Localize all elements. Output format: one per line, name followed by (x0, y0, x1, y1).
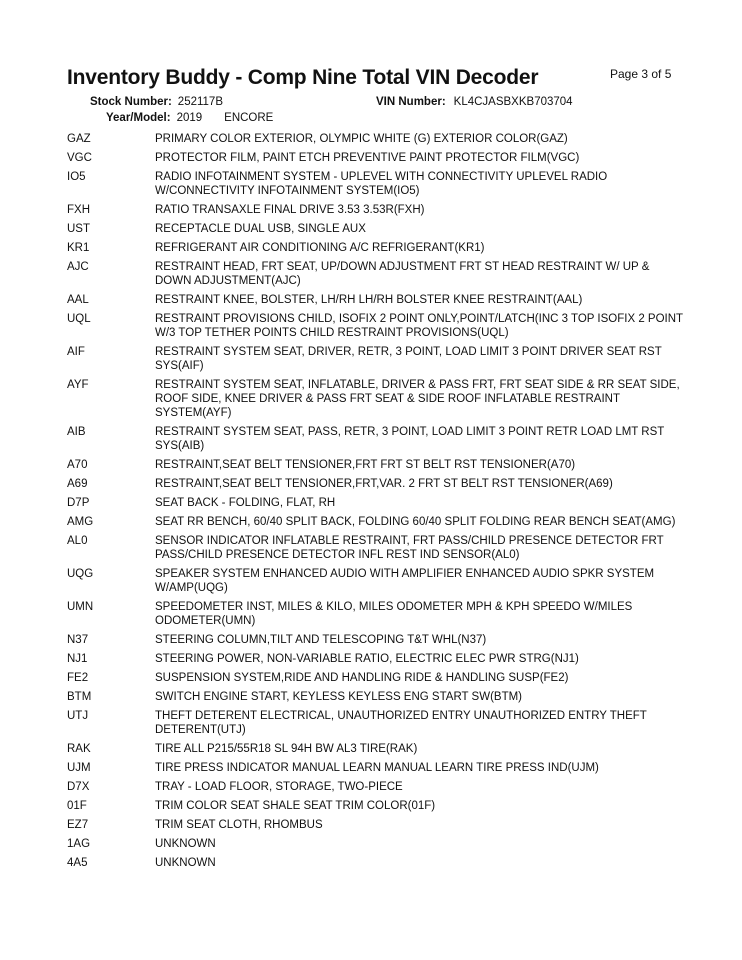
option-row (67, 856, 687, 870)
option-description: SENSOR INDICATOR INFLATABLE RESTRAINT, FRT PASS/CHILD PRESENCE DETECTOR FRT PASS/CHILD PRESENCE DETECTOR INFL REST IND SENSOR(AL0) (155, 535, 664, 561)
option-description: RECEPTACLE DUAL USB, SINGLE AUX (155, 223, 366, 235)
option-description: TIRE ALL P215/55R18 SL 94H BW AL3 TIRE(RAK) (155, 743, 418, 755)
year-value: 2019 (176, 112, 203, 124)
option-code: UMN (67, 601, 94, 613)
option-row (67, 799, 687, 813)
option-code: D7X (67, 781, 90, 793)
option-description: SPEAKER SYSTEM ENHANCED AUDIO WITH AMPLIFIER ENHANCED AUDIO SPKR SYSTEM W/AMP(UQG) (155, 568, 655, 594)
option-row (67, 132, 687, 146)
option-description: UNKNOWN (155, 838, 216, 850)
vin-number (376, 96, 573, 108)
option-row (67, 203, 687, 217)
option-code: UST (67, 223, 90, 235)
option-code: GAZ (67, 133, 91, 145)
option-row (67, 515, 687, 529)
option-code: UQG (67, 568, 94, 580)
option-code: UQL (67, 313, 91, 325)
option-row (67, 293, 687, 307)
option-row (67, 818, 687, 832)
option-code: N37 (67, 634, 89, 646)
option-code: AJC (67, 261, 89, 273)
option-code: FXH (67, 204, 90, 216)
stock-number-value: 252117B (177, 96, 223, 108)
option-row (67, 567, 687, 595)
page-number: Page 3 of 5 (610, 67, 672, 81)
vin-number-label: VIN Number: (376, 96, 446, 108)
option-description: SEAT BACK - FOLDING, FLAT, RH (155, 497, 336, 509)
option-code: AL0 (67, 535, 88, 547)
option-code: AAL (67, 294, 89, 306)
option-code: D7P (67, 497, 90, 509)
option-row (67, 260, 687, 288)
option-description: TRIM SEAT CLOTH, RHOMBUS (155, 819, 323, 831)
option-row (67, 652, 687, 666)
stock-number-label: Stock Number: (90, 96, 172, 108)
option-row (67, 151, 687, 165)
option-description: SPEEDOMETER INST, MILES & KILO, MILES ODOMETER MPH & KPH SPEEDO W/MILES ODOMETER(UMN) (155, 601, 633, 627)
option-code: A70 (67, 459, 88, 471)
option-description: STEERING COLUMN,TILT AND TELESCOPING T&T WHL(N37) (155, 634, 487, 646)
option-row (67, 477, 687, 491)
option-description: RESTRAINT PROVISIONS CHILD, ISOFIX 2 POINT ONLY,POINT/LATCH(INC 3 TOP ISOFIX 2 POINT W/3 TOP TETHER POINTS CHILD RESTRAINT PROVISIONS(UQL) (155, 313, 683, 339)
option-description: SWITCH ENGINE START, KEYLESS KEYLESS ENG START SW(BTM) (155, 691, 523, 703)
option-code: EZ7 (67, 819, 89, 831)
option-code: UTJ (67, 710, 89, 722)
option-description: RESTRAINT,SEAT BELT TENSIONER,FRT FRT ST BELT RST TENSIONER(A70) (155, 459, 576, 471)
model-value: ENCORE (224, 112, 274, 124)
option-row (67, 222, 687, 236)
option-row (67, 633, 687, 647)
option-description: RESTRAINT HEAD, FRT SEAT, UP/DOWN ADJUSTMENT FRT ST HEAD RESTRAINT W/ UP & DOWN ADJUSTMENT(AJC) (155, 261, 650, 287)
option-code: NJ1 (67, 653, 88, 665)
option-description: TRAY - LOAD FLOOR, STORAGE, TWO-PIECE (155, 781, 403, 793)
option-description: THEFT DETERENT ELECTRICAL, UNAUTHORIZED ENTRY UNAUTHORIZED ENTRY THEFT DETERENT(UTJ) (155, 710, 647, 736)
option-row (67, 345, 687, 373)
option-row (67, 425, 687, 453)
option-description: RESTRAINT SYSTEM SEAT, INFLATABLE, DRIVER & PASS FRT, FRT SEAT SIDE & RR SEAT SIDE, ROOF SIDE, KNEE DRIVER & PASS FRT SEAT & SIDE ROOF INFLATABLE RESTRAINT SYSTEM(AYF) (155, 379, 680, 419)
option-code: AYF (67, 379, 89, 391)
option-code: KR1 (67, 242, 90, 254)
option-code: UJM (67, 762, 91, 774)
option-code: IO5 (67, 171, 86, 183)
option-description: TIRE PRESS INDICATOR MANUAL LEARN MANUAL LEARN TIRE PRESS IND(UJM) (155, 762, 599, 774)
option-description: UNKNOWN (155, 857, 216, 869)
option-code: 1AG (67, 838, 91, 850)
option-code: 01F (67, 800, 87, 812)
option-code: BTM (67, 691, 92, 703)
option-row (67, 761, 687, 775)
option-row (67, 458, 687, 472)
option-description: SEAT RR BENCH, 60/40 SPLIT BACK, FOLDING 60/40 SPLIT FOLDING REAR BENCH SEAT(AMG) (155, 516, 676, 528)
stock-number (90, 96, 223, 108)
option-code: A69 (67, 478, 88, 490)
option-code: AIF (67, 346, 85, 358)
option-row (67, 742, 687, 756)
option-row (67, 780, 687, 794)
option-description: REFRIGERANT AIR CONDITIONING A/C REFRIGERANT(KR1) (155, 242, 485, 254)
option-description: RESTRAINT,SEAT BELT TENSIONER,FRT,VAR. 2 FRT ST BELT RST TENSIONER(A69) (155, 478, 613, 490)
document-title: Inventory Buddy - Comp Nine Total VIN Decoder (67, 66, 539, 89)
option-code: RAK (67, 743, 91, 755)
vin-number-value: KL4CJASBXKB703704 (453, 96, 573, 108)
option-code-list (67, 132, 687, 875)
option-description: RESTRAINT KNEE, BOLSTER, LH/RH LH/RH BOLSTER KNEE RESTRAINT(AAL) (155, 294, 583, 306)
option-description: STEERING POWER, NON-VARIABLE RATIO, ELECTRIC ELEC PWR STRG(NJ1) (155, 653, 579, 665)
option-code: 4A5 (67, 857, 88, 869)
option-description: RESTRAINT SYSTEM SEAT, PASS, RETR, 3 POINT, LOAD LIMIT 3 POINT RETR LOAD LMT RST SYS(AIB) (155, 426, 665, 452)
option-row (67, 378, 687, 420)
year-model (106, 112, 273, 124)
option-row (67, 534, 687, 562)
option-row (67, 709, 687, 737)
option-description: PROTECTOR FILM, PAINT ETCH PREVENTIVE PAINT PROTECTOR FILM(VGC) (155, 152, 580, 164)
option-row (67, 312, 687, 340)
option-code: AMG (67, 516, 94, 528)
option-description: TRIM COLOR SEAT SHALE SEAT TRIM COLOR(01F) (155, 800, 436, 812)
option-description: SUSPENSION SYSTEM,RIDE AND HANDLING RIDE & HANDLING SUSP(FE2) (155, 672, 569, 684)
option-row (67, 600, 687, 628)
option-row (67, 496, 687, 510)
option-description: RESTRAINT SYSTEM SEAT, DRIVER, RETR, 3 POINT, LOAD LIMIT 3 POINT DRIVER SEAT RST SYS(AIF) (155, 346, 662, 372)
option-code: FE2 (67, 672, 89, 684)
option-description: RADIO INFOTAINMENT SYSTEM - UPLEVEL WITH CONNECTIVITY UPLEVEL RADIO W/CONNECTIVITY INFOTAINMENT SYSTEM(IO5) (155, 171, 608, 197)
option-code: AIB (67, 426, 86, 438)
option-code: VGC (67, 152, 92, 164)
option-row (67, 671, 687, 685)
year-model-label: Year/Model: (106, 112, 171, 124)
option-description: RATIO TRANSAXLE FINAL DRIVE 3.53 3.53R(FXH) (155, 204, 425, 216)
option-description: PRIMARY COLOR EXTERIOR, OLYMPIC WHITE (G) EXTERIOR COLOR(GAZ) (155, 133, 568, 145)
option-row (67, 690, 687, 704)
option-row (67, 837, 687, 851)
option-row (67, 170, 687, 198)
option-row (67, 241, 687, 255)
